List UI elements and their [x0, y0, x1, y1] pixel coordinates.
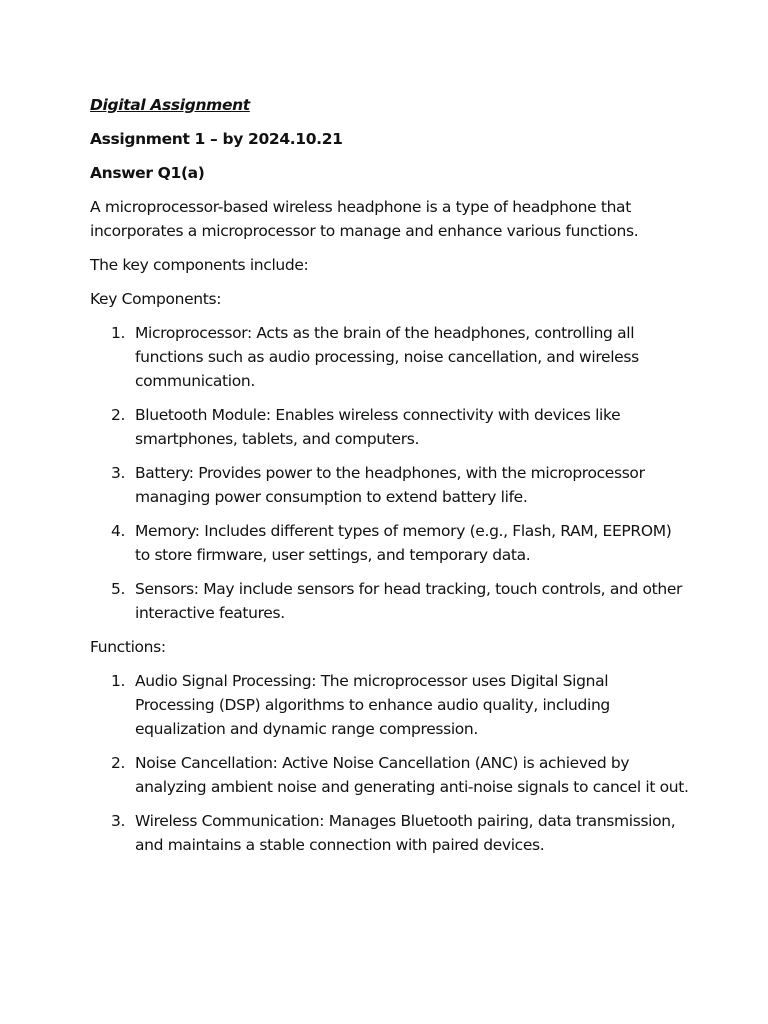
list-number: 1.	[111, 324, 126, 342]
list-number: 3.	[111, 464, 126, 482]
intro-paragraph: A microprocessor-based wireless headphone is a type of headphone that incorporates a microprocessor to manage and enhance various functions.	[90, 198, 639, 240]
list-item	[90, 321, 690, 393]
list-item	[90, 519, 690, 567]
list-item-text: Microprocessor: Acts as the brain of the headphones, controlling all functions such as audio processing, noise cancellation, and wireless communication.	[135, 324, 639, 390]
assignment-line: Assignment 1 – by 2024.10.21	[90, 130, 343, 148]
list-item-text: Battery: Provides power to the headphones, with the microprocessor managing power consumption to extend battery life.	[135, 464, 645, 506]
document-title: Digital Assignment	[90, 96, 250, 114]
list-item	[90, 809, 690, 857]
list-item-text: Memory: Includes different types of memory (e.g., Flash, RAM, EEPROM) to store firmware, user settings, and temporary data.	[135, 522, 672, 564]
components-intro: The key components include:	[90, 256, 309, 274]
list-item	[90, 669, 690, 741]
list-number: 2.	[111, 754, 126, 772]
list-number: 3.	[111, 812, 126, 830]
list-item-text: Sensors: May include sensors for head tracking, touch controls, and other interactive features.	[135, 580, 683, 622]
list-item	[90, 461, 690, 509]
list-number: 5.	[111, 580, 126, 598]
list-item	[90, 403, 690, 451]
list-item-text: Audio Signal Processing: The microprocessor uses Digital Signal Processing (DSP) algorithms to enhance audio quality, including equalization and dynamic range compression.	[135, 672, 610, 738]
list-number: 4.	[111, 522, 126, 540]
answer-heading: Answer Q1(a)	[90, 164, 205, 182]
functions-list	[90, 669, 690, 857]
functions-heading: Functions:	[90, 638, 166, 656]
list-item-text: Bluetooth Module: Enables wireless connectivity with devices like smartphones, tablets, and computers.	[135, 406, 621, 448]
list-item	[90, 577, 690, 625]
list-number: 2.	[111, 406, 126, 424]
document-page	[90, 93, 690, 867]
list-number: 1.	[111, 672, 126, 690]
components-heading: Key Components:	[90, 290, 222, 308]
list-item	[90, 751, 690, 799]
list-item-text: Wireless Communication: Manages Bluetooth pairing, data transmission, and maintains a stable connection with paired devices.	[135, 812, 676, 854]
list-item-text: Noise Cancellation: Active Noise Cancellation (ANC) is achieved by analyzing ambient noise and generating anti-noise signals to cancel it out.	[135, 754, 689, 796]
components-list	[90, 321, 690, 625]
